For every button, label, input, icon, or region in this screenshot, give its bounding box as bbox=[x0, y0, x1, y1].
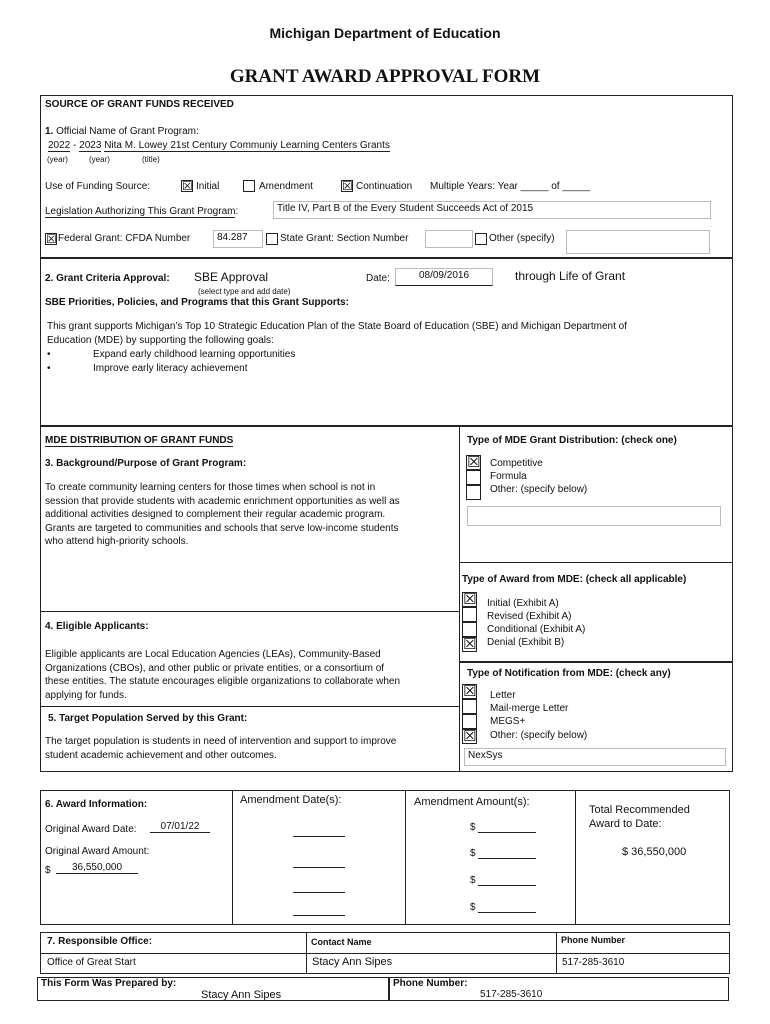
state-grant-label: State Grant: Section Number bbox=[280, 233, 409, 244]
caption-year: (year) bbox=[89, 155, 110, 164]
q3-title: 3. Background/Purpose of Grant Program: bbox=[45, 458, 247, 469]
award-revised-label: Revised (Exhibit A) bbox=[487, 611, 572, 622]
other-notification-label: Other: (specify below) bbox=[490, 730, 588, 741]
megs-label: MEGS+ bbox=[490, 716, 526, 727]
competitive-checkbox[interactable]: ☒ bbox=[467, 453, 481, 471]
form-title: GRANT AWARD APPROVAL FORM bbox=[229, 66, 541, 87]
bullet: • bbox=[47, 363, 51, 374]
other-notification-field[interactable]: NexSys bbox=[464, 748, 726, 766]
department-name: Michigan Department of Education bbox=[269, 25, 501, 41]
program-title: Nita M. Lowey 21st Century Communiy Learning Centers Grants bbox=[104, 140, 390, 151]
initial-checkbox[interactable]: ☒ bbox=[182, 179, 193, 193]
notification-title: Type of Notification from MDE: (check any) bbox=[467, 668, 671, 679]
q7-title: 7. Responsible Office: bbox=[47, 936, 153, 947]
prepared-by-name: Stacy Ann Sipes bbox=[201, 989, 282, 1001]
original-amount-value[interactable]: 36,550,000 bbox=[56, 862, 138, 874]
q5-title: 5. Target Population Served by this Grant: bbox=[48, 713, 248, 724]
award-revised-checkbox[interactable] bbox=[462, 607, 477, 622]
other-distribution-field[interactable] bbox=[467, 506, 721, 526]
divider bbox=[405, 790, 406, 925]
source-section-title: SOURCE OF GRANT FUNDS RECEIVED bbox=[45, 99, 234, 110]
total-recommended-label: Total Recommended bbox=[589, 804, 690, 816]
priorities-title: SBE Priorities, Policies, and Programs that this Grant Supports: bbox=[45, 297, 349, 308]
amendment-amount-line[interactable] bbox=[478, 885, 536, 886]
contact-name-value: Stacy Ann Sipes bbox=[312, 956, 393, 968]
other-distribution-label: Other: (specify below) bbox=[490, 484, 588, 495]
state-grant-checkbox[interactable] bbox=[266, 233, 278, 245]
amendment-amount-line[interactable] bbox=[478, 858, 536, 859]
initial-label: Initial bbox=[196, 181, 220, 192]
amendment-date-line[interactable] bbox=[293, 892, 345, 893]
q5-text: The target population is students in need of intervention and support to improve student academic achievement and other outcomes. bbox=[45, 736, 397, 761]
legislation-label: Legislation Authorizing This Grant Program: bbox=[45, 206, 239, 217]
other-distribution-checkbox[interactable] bbox=[466, 485, 481, 500]
dollar-sign: $ bbox=[470, 822, 476, 833]
amendment-amount-line[interactable] bbox=[478, 832, 536, 833]
letter-label: Letter bbox=[490, 690, 516, 701]
through-life-label: through Life of Grant bbox=[515, 269, 626, 283]
year-start: 2022 bbox=[48, 140, 71, 151]
cfda-number-field[interactable]: 84.287 bbox=[213, 230, 263, 248]
q1-label: 1. Official Name of Grant Program: bbox=[45, 126, 199, 137]
office-value: Office of Great Start bbox=[47, 957, 136, 968]
priorities-text: This grant supports Michigan’s Top 10 Strategic Education Plan of the State Board of Education (SBE) and Michigan Department of bbox=[47, 321, 627, 332]
q6-title: 6. Award Information: bbox=[45, 799, 148, 810]
criteria-date-field[interactable]: 08/09/2016 bbox=[395, 268, 493, 286]
formula-checkbox[interactable] bbox=[466, 470, 481, 485]
legislation-field[interactable]: Title IV, Part B of the Every Student Succeeds Act of 2015 bbox=[273, 201, 711, 219]
phone-number-value: 517-285-3610 bbox=[562, 957, 625, 968]
competitive-label: Competitive bbox=[490, 458, 543, 469]
total-recommended-label: Award to Date: bbox=[589, 818, 662, 830]
amendment-dates-label: Amendment Date(s): bbox=[240, 794, 342, 806]
goal-item: Expand early childhood learning opportunities bbox=[93, 349, 296, 360]
multiple-years-label: Multiple Years: Year _____ of _____ bbox=[430, 181, 591, 192]
mail-merge-label: Mail-merge Letter bbox=[490, 703, 569, 714]
caption-year: (year) bbox=[47, 155, 68, 164]
amendment-amount-line[interactable] bbox=[478, 912, 536, 913]
distribution-type-title: Type of MDE Grant Distribution: (check one) bbox=[467, 435, 677, 446]
bullet: • bbox=[47, 349, 51, 360]
original-date-label: Original Award Date: bbox=[45, 824, 137, 835]
grant-program-name: 2022 - 2023 Nita M. Lowey 21st Century Communiy Learning Centers Grants bbox=[48, 140, 390, 151]
other-specify-field[interactable] bbox=[566, 230, 710, 254]
award-conditional-label: Conditional (Exhibit A) bbox=[487, 624, 586, 635]
divider bbox=[459, 426, 460, 562]
caption-title: (title) bbox=[142, 155, 160, 164]
award-initial-checkbox[interactable]: ☒ bbox=[463, 590, 477, 608]
continuation-checkbox[interactable]: ☒ bbox=[342, 179, 353, 193]
date-label: Date: bbox=[366, 273, 390, 284]
prepared-phone-value: 517-285-3610 bbox=[480, 989, 543, 1000]
amendment-label: Amendment bbox=[259, 181, 313, 192]
goal-item: Improve early literacy achievement bbox=[93, 363, 248, 374]
dollar-sign: $ bbox=[470, 902, 476, 913]
letter-checkbox[interactable]: ☒ bbox=[463, 682, 477, 700]
original-date-value[interactable]: 07/01/22 bbox=[150, 821, 210, 833]
q4-title: 4. Eligible Applicants: bbox=[45, 621, 149, 632]
dollar-sign: $ bbox=[470, 875, 476, 886]
divider bbox=[40, 706, 459, 707]
award-denial-label: Denial (Exhibit B) bbox=[487, 637, 565, 648]
divider bbox=[232, 790, 233, 925]
original-amount-label: Original Award Amount: bbox=[45, 846, 150, 857]
award-type-title: Type of Award from MDE: (check all applicable) bbox=[462, 574, 687, 585]
use-of-funding-label: Use of Funding Source: bbox=[45, 181, 151, 192]
mail-merge-checkbox[interactable] bbox=[462, 699, 477, 714]
phone-number-label: Phone Number bbox=[561, 935, 626, 945]
prepared-phone-label: Phone Number: bbox=[393, 978, 468, 989]
federal-grant-checkbox[interactable]: ☒ bbox=[46, 232, 57, 246]
criteria-label: 2. Grant Criteria Approval: bbox=[45, 273, 170, 284]
priorities-text: Education (MDE) by supporting the following goals: bbox=[47, 335, 274, 346]
divider bbox=[575, 790, 576, 925]
formula-label: Formula bbox=[490, 471, 527, 482]
amendment-amounts-label: Amendment Amount(s): bbox=[414, 796, 530, 808]
amendment-date-line[interactable] bbox=[293, 915, 345, 916]
federal-grant-label: Federal Grant: CFDA Number bbox=[58, 233, 191, 244]
distribution-title: MDE DISTRIBUTION OF GRANT FUNDS bbox=[45, 435, 234, 446]
criteria-value[interactable]: SBE Approval bbox=[194, 270, 269, 284]
state-section-field[interactable] bbox=[425, 230, 473, 248]
award-initial-label: Initial (Exhibit A) bbox=[487, 598, 559, 609]
dollar-sign: $ bbox=[45, 865, 51, 876]
contact-name-label: Contact Name bbox=[311, 937, 372, 947]
other-label: Other (specify) bbox=[489, 233, 555, 244]
amendment-checkbox[interactable] bbox=[243, 180, 255, 192]
dollar-sign: $ bbox=[470, 848, 476, 859]
year-end: 2023 bbox=[79, 140, 102, 151]
total-recommended-value: $ 36,550,000 bbox=[622, 846, 687, 858]
divider bbox=[40, 953, 730, 954]
q3-text: To create community learning centers for those times when school is not in session that provide students with academic enrichment opportunities as well as additional activities designed to complement their regular academic program. Grants are targeted to communities and schools that serve low-income students who attend high-priority schools. bbox=[45, 482, 400, 547]
q4-text: Eligible applicants are Local Education Agencies (LEAs), Community-Based Organizations (CBOs), and other public or private entities, or a consortium of these entities. The statute encourages eligible organizations to collaborate when applying for funds. bbox=[45, 649, 401, 701]
other-notification-checkbox[interactable]: ☒ bbox=[463, 727, 477, 745]
other-checkbox[interactable] bbox=[475, 233, 487, 245]
award-denial-checkbox[interactable]: ☒ bbox=[463, 635, 477, 653]
amendment-date-line[interactable] bbox=[293, 867, 345, 868]
continuation-label: Continuation bbox=[356, 181, 413, 192]
divider bbox=[40, 611, 459, 612]
prepared-by-label: This Form Was Prepared by: bbox=[41, 978, 177, 989]
select-hint: (select type and add date) bbox=[198, 287, 291, 296]
amendment-date-line[interactable] bbox=[293, 836, 345, 837]
